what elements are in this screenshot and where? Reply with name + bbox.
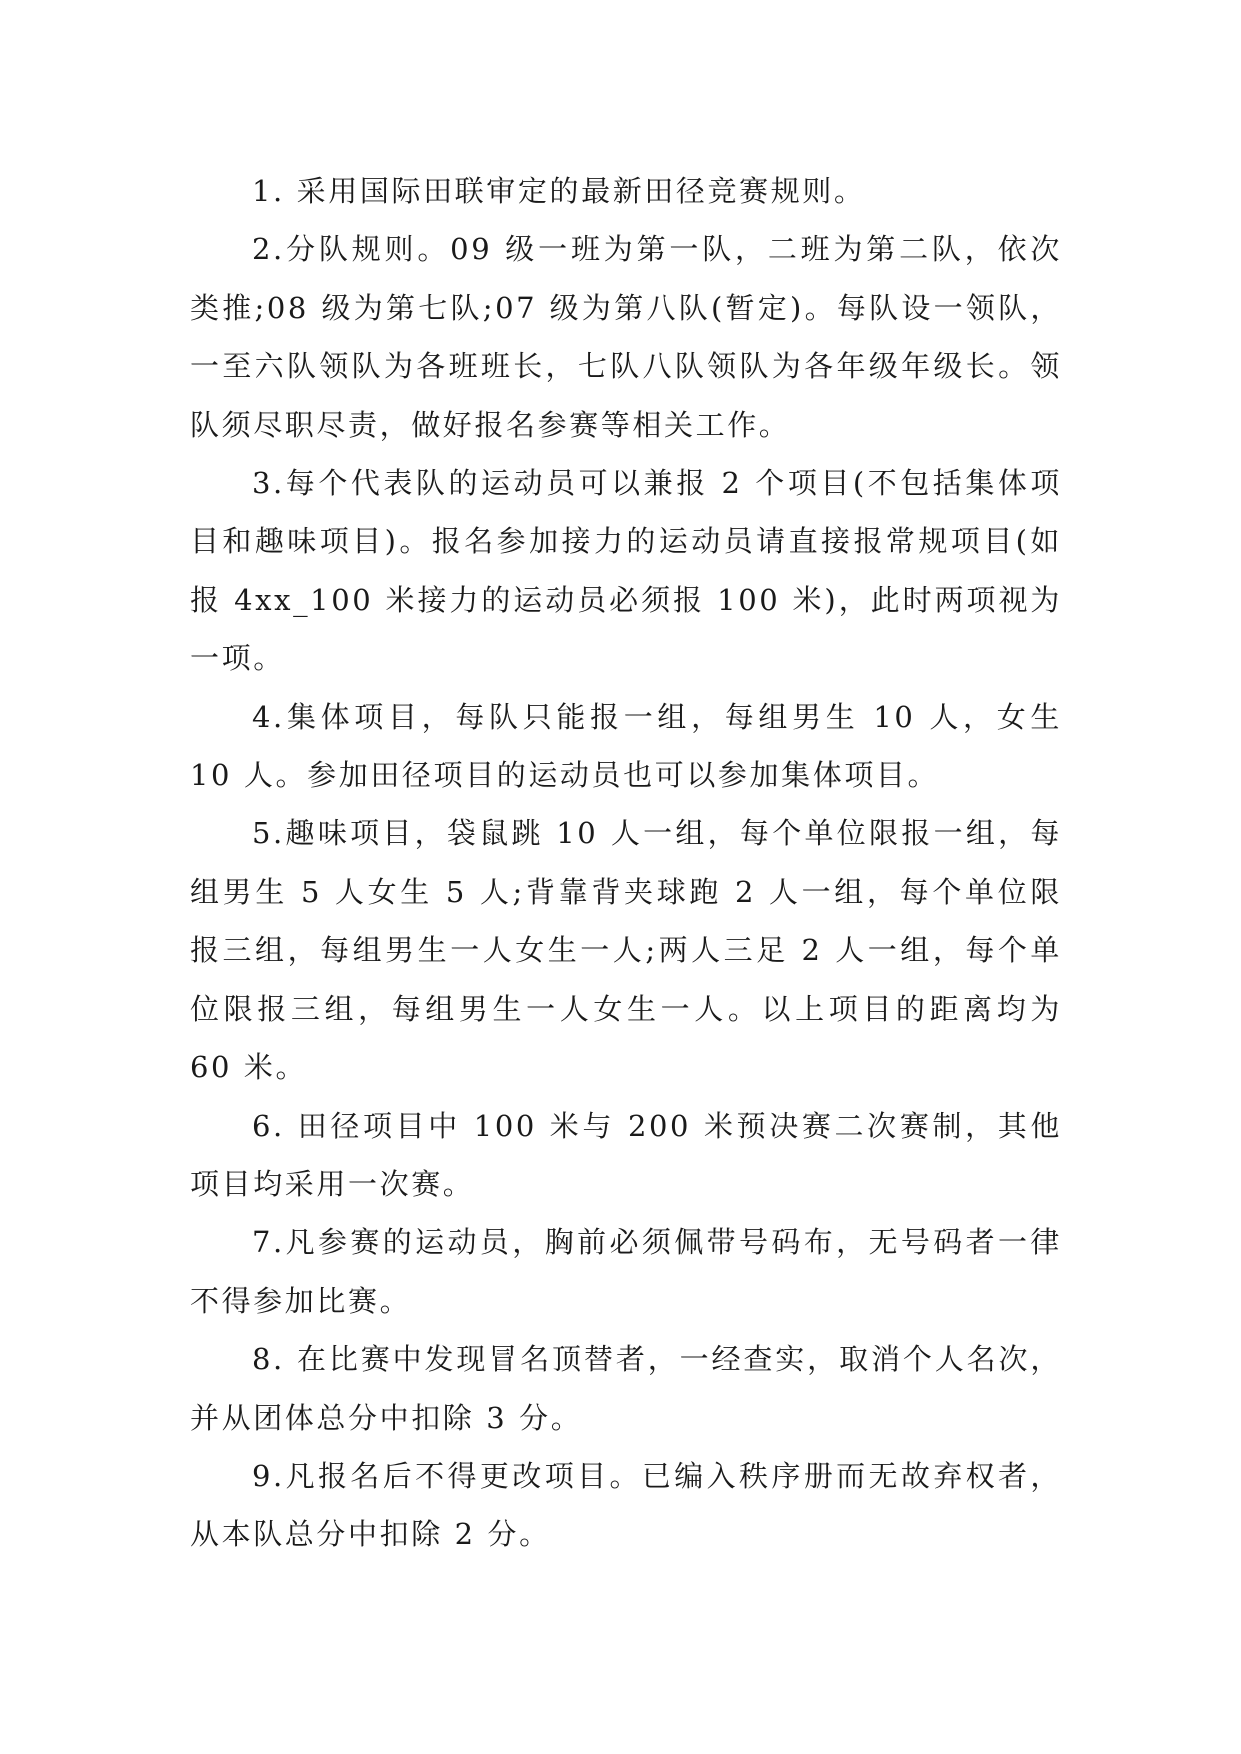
rule-paragraph-6: 6. 田径项目中 100 米与 200 米预决赛二次赛制，其他项目均采用一次赛。 — [190, 1108, 1062, 1201]
rule-paragraph-4: 4.集体项目，每队只能报一组，每组男生 10 人，女生 10 人。参加田径项目的运动员也可以参加集体项目。 — [190, 699, 1062, 793]
rule-paragraph-9: 9.凡报名后不得更改项目。已编入秩序册而无故弃权者，从本队总分中扣除 2 分。 — [190, 1458, 1062, 1552]
document-body — [190, 162, 1062, 1564]
rule-paragraph-7: 7.凡参赛的运动员，胸前必须佩带号码布，无号码者一律不得参加比赛。 — [190, 1225, 1062, 1318]
rule-paragraph-8: 8. 在比赛中发现冒名顶替者，一经查实，取消个人名次，并从团体总分中扣除 3 分。 — [190, 1342, 1062, 1435]
rule-paragraph-5: 5.趣味项目，袋鼠跳 10 人一组，每个单位限报一组，每组男生 5 人女生 5 人;背靠背夹球跑 2 人一组，每个单位限报三组，每组男生一人女生一人;两人三足 2 人一组，每个单位限报三组，每组男生一人女生一人。以上项目的距离均为 60 米。 — [190, 816, 1062, 1085]
rule-paragraph-2: 2.分队规则。09 级一班为第一队，二班为第二队，依次类推;08 级为第七队;07 级为第八队(暂定)。每队设一领队，一至六队领队为各班班长，七队八队领队为各年级年级长。领队须尽职尽责，做好报名参赛等相关工作。 — [190, 232, 1062, 442]
rule-paragraph-1: 1. 采用国际田联审定的最新田径竞赛规则。 — [252, 174, 866, 208]
rule-paragraph-3: 3.每个代表队的运动员可以兼报 2 个项目(不包括集体项目和趣味项目)。报名参加接力的运动员请直接报常规项目(如报 4xx_100 米接力的运动员必须报 100 米)，此时两项视为一项。 — [190, 466, 1062, 676]
